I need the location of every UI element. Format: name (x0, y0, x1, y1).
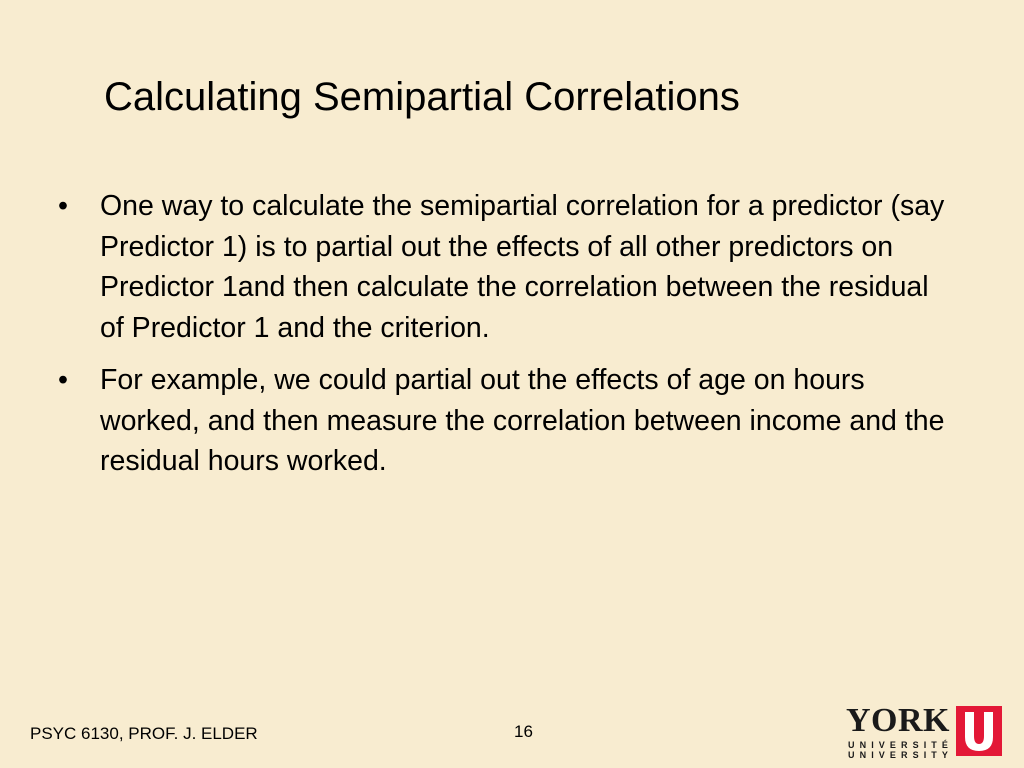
bullet-text: For example, we could partial out the effects of age on hours worked, and then measure the correlation between income and the residual hours worked. (100, 364, 945, 477)
bullet-item (58, 186, 948, 348)
logo-line-universite: UNIVERSITÉ (848, 740, 954, 750)
logo-wordmark: YORK (846, 702, 950, 739)
footer-course: PSYC 6130, PROF. J. ELDER (30, 724, 258, 743)
logo-line-university: UNIVERSITY (848, 750, 954, 760)
bullet-marker: • (58, 364, 68, 396)
slide-title: Calculating Semipartial Correlations (104, 75, 740, 119)
bullet-item (58, 360, 948, 482)
bullet-marker: • (58, 190, 68, 222)
bullet-list (58, 186, 948, 494)
page-number: 16 (514, 722, 533, 741)
bullet-text: One way to calculate the semipartial correlation for a predictor (say Predictor 1) is to partial out the effects of all other predictors on Predictor 1and then calculate the correlation between the residual of Predictor 1 and the criterion. (100, 190, 945, 344)
york-logo (846, 704, 1006, 760)
york-u-logo-icon (956, 706, 1002, 756)
